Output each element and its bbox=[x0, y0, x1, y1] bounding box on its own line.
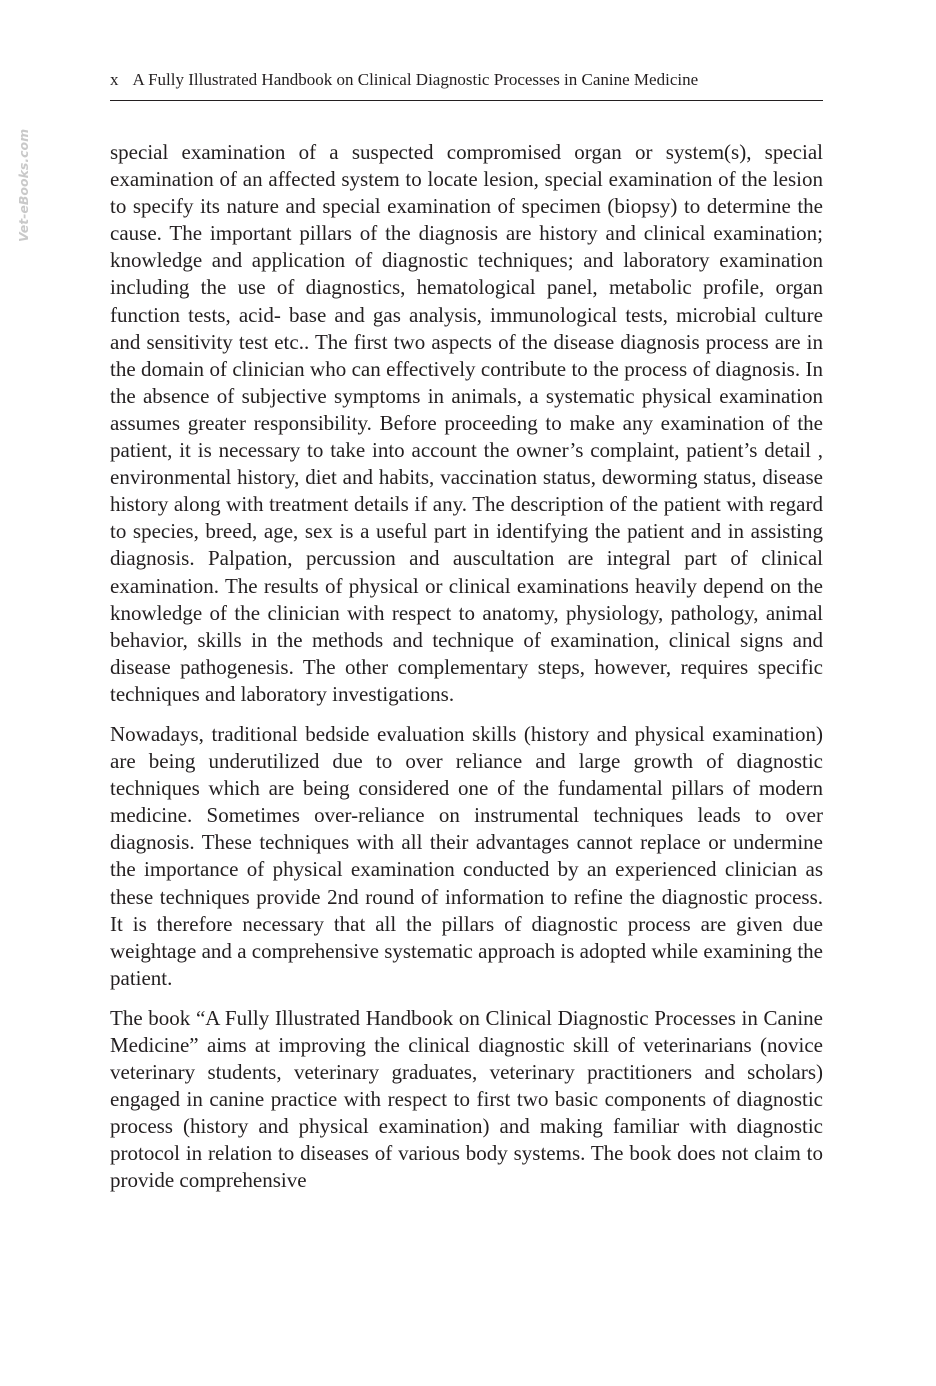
running-title: A Fully Illustrated Handbook on Clinical Diagnostic Processes in Canine Medicine bbox=[132, 70, 699, 89]
header-divider bbox=[110, 100, 823, 101]
body-text bbox=[110, 139, 823, 1208]
watermark-text: Vet-eBooks.com bbox=[16, 128, 31, 242]
watermark-logo bbox=[11, 128, 37, 244]
paragraph: Nowadays, traditional bedside evaluation skills (history and physical examination) are being underutilized due to over reliance and large growth of diagnostic techniques which are being considered one of the fundamental pillars of modern medicine. Sometimes over-reliance on instrumental techniques leads to over diagnosis. These techniques with all their advantages cannot replace or undermine the importance of physical examination conducted by an experienced clinician as these techniques provide 2nd round of information to refine the diagnostic process. It is therefore necessary that all the pillars of diagnostic process are given due weightage and a comprehensive systematic approach is adopted while examining the patient. bbox=[110, 721, 823, 990]
paragraph: The book “A Fully Illustrated Handbook on Clinical Diagnostic Processes in Canine Medicine” aims at improving the clinical diagnostic skill of veterinarians (novice veterinary students, veterinary graduates, veterinary practitioners and scholars) engaged in canine practice with respect to first two basic components of diagnostic process (history and physical examination) and making familiar with diagnostic protocol in relation to diseases of various body systems. The book does not claim to provide comprehensive bbox=[110, 1005, 823, 1193]
paragraph: special examination of a suspected compromised organ or system(s), special examination of an affected system to locate lesion, special examination of the lesion to specify its nature and special examination of specimen (biopsy) to determine the cause. The important pillars of the diagnosis are history and clinical examination; knowledge and application of diagnostic techniques; and laboratory examination including the use of diagnostics, hematological panel, metabolic profile, organ function tests, acid- base and gas analysis, immunological tests, microbial culture and sensitivity test etc.. The first two aspects of the disease diagnosis process are in the domain of clinician who can effectively contribute to the process of diagnosis. In the absence of subjective symptoms in animals, a systematic physical examination assumes greater responsibility. Before proceeding to make any examination of the patient, it is necessary to take into account the owner’s complaint, patient’s detail , environmental history, diet and habits, vaccination status, deworming status, disease history along with treatment details if any. The description of the patient with regard to species, breed, age, sex is a useful part in identifying the patient and in assisting diagnosis. Palpation, percussion and auscultation are integral part of clinical examination. The results of physical or clinical examinations heavily depend on the knowledge of the clinician with respect to anatomy, physiology, pathology, animal behavior, skills in the methods and technique of examination, clinical signs and disease pathogenesis. The other complementary steps, however, requires specific techniques and laboratory investigations. bbox=[110, 140, 823, 706]
running-header bbox=[110, 68, 823, 94]
page-number: x bbox=[110, 70, 119, 89]
